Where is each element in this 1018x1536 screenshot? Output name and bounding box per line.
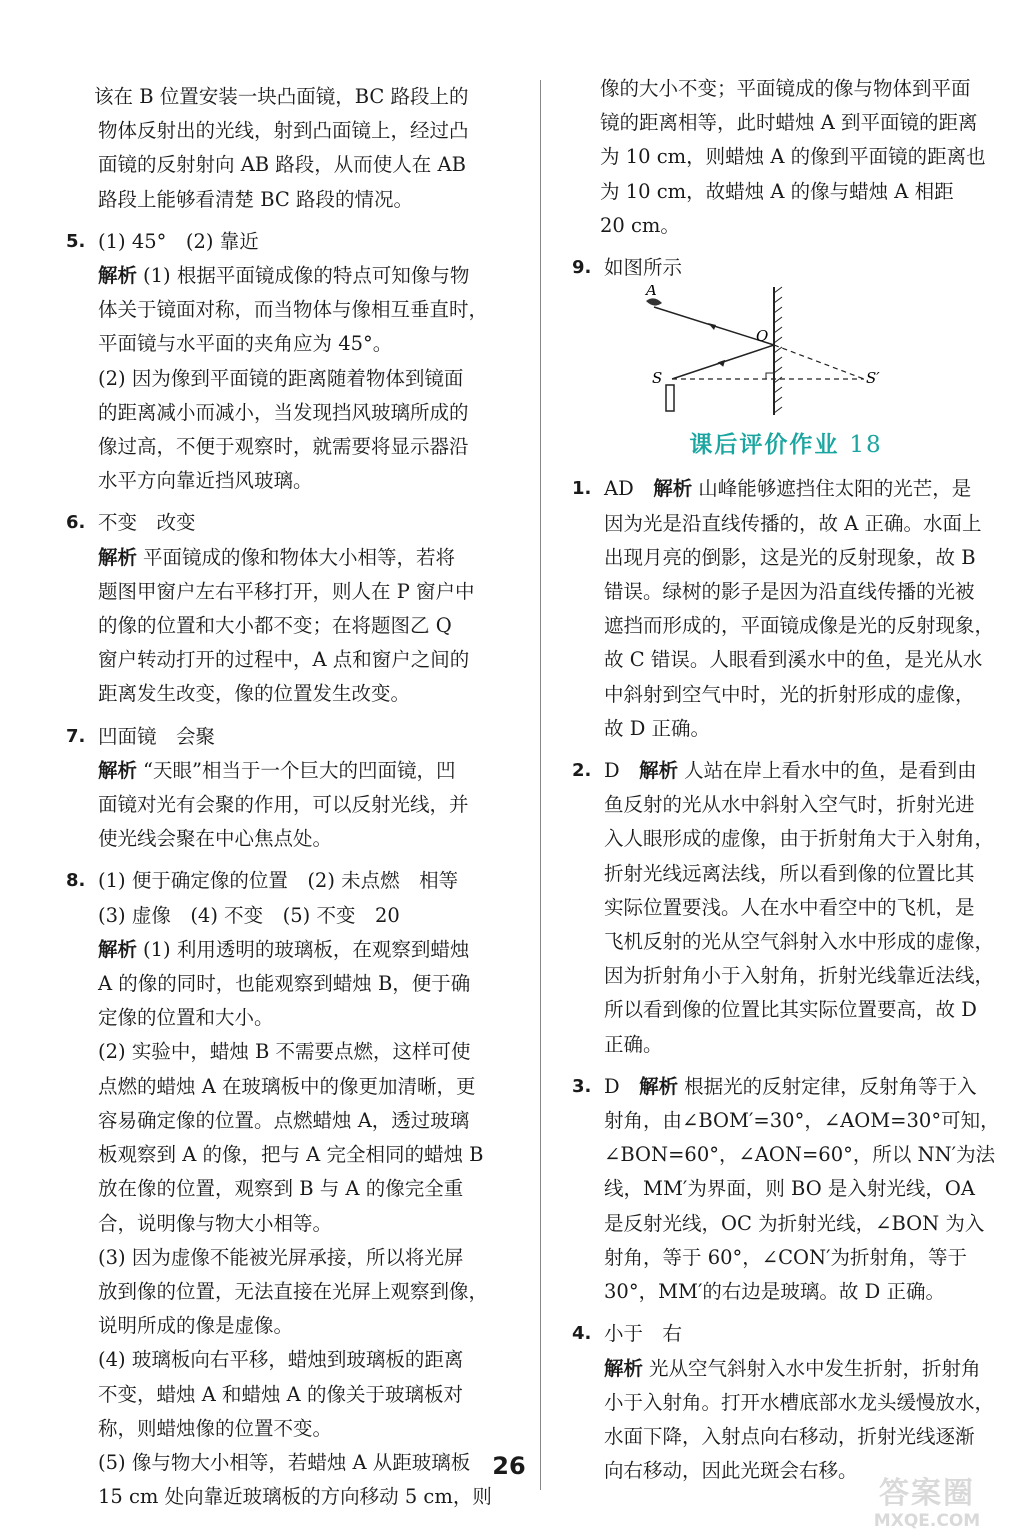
- question-number: 6.: [66, 512, 86, 534]
- analysis-label: 解析: [653, 477, 693, 501]
- text-line: 15 cm 处向靠近玻璃板的方向移动 5 cm，则: [98, 1485, 492, 1509]
- section-title-text: 课后评价作业: [689, 432, 840, 459]
- q8-continuation: [566, 72, 1006, 243]
- text-line: 该在 B 位置安装一块凸面镜，BC 路段上的: [94, 85, 469, 108]
- right-angle-mark: [766, 373, 774, 379]
- analysis-label: 解析: [98, 264, 138, 288]
- analysis-label: 解析: [98, 545, 138, 569]
- answer: D: [604, 759, 620, 783]
- answer: (1) 便于确定像的位置 (2) 未点燃 相等: [98, 869, 459, 893]
- text-line: 射角，等于 60°，∠CON′为折射角，等于: [604, 1245, 967, 1269]
- answer: 不变 改变: [98, 511, 196, 535]
- text-line: 所以看到像的位置比其实际位置要高，故 D: [604, 998, 977, 1022]
- text-line: 根据光的反射定律，反射角等于入: [684, 1074, 977, 1098]
- text-line: (1) 利用透明的玻璃板，在观察到蜡烛: [143, 937, 470, 961]
- text-line: 的距离减小而减小，当发现挡风玻璃所成的: [98, 400, 469, 424]
- text-line: 容易确定像的位置。点燃蜡烛 A，透过玻璃: [98, 1108, 470, 1132]
- review-question-3: [566, 1070, 1006, 1309]
- question-number: 9.: [572, 257, 592, 279]
- text-line: (2) 因为像到平面镜的距离随着物体到镜面: [98, 366, 464, 390]
- text-line: 为 10 cm，故蜡烛 A 的像与蜡烛 A 相距: [600, 179, 954, 203]
- column-divider: [540, 80, 541, 1490]
- text-line: 实际位置要浅。人在水中看空中的飞机，是: [604, 895, 975, 919]
- text-line: 距离发生改变，像的位置发生改变。: [98, 682, 411, 706]
- watermark-url: MXQE.COM: [873, 1511, 981, 1531]
- question-number: 8.: [66, 870, 86, 892]
- text-line: 故 C 错误。人眼看到溪水中的鱼，是光从水: [604, 648, 983, 672]
- text-line: 水平方向靠近挡风玻璃。: [98, 469, 313, 493]
- text-line: 入人眼形成的虚像，由于折射角大于入射角，: [604, 827, 995, 851]
- text-line: 像的大小不变；平面镜成的像与物体到平面: [600, 77, 971, 100]
- text-line: 路段上能够看清楚 BC 路段的情况。: [98, 187, 414, 211]
- question-5: [60, 225, 510, 499]
- text-line: 放到像的位置，无法直接在光屏上观察到像，: [98, 1279, 489, 1303]
- answer: 如图所示: [604, 256, 683, 280]
- text-line: 错误。绿树的影子是因为沿直线传播的光被: [604, 580, 975, 604]
- text-line: A 的像的同时，也能观察到蜡烛 B，便于确: [98, 972, 471, 996]
- text-line: 飞机反射的光从空气斜射入水中形成的虚像，: [604, 930, 995, 954]
- text-line: 平面镜成的像和物体大小相等，若将: [143, 545, 456, 569]
- text-line: 出现月亮的倒影，这是光的反射现象，故 B: [604, 545, 976, 569]
- watermark-logo: [846, 1478, 1008, 1532]
- text-line: (3) 因为虚像不能被光屏承接，所以将光屏: [98, 1245, 464, 1269]
- text-line: 说明所成的像是虚像。: [98, 1314, 294, 1338]
- text-line: 遮挡而形成的，平面镜成像是光的反射现象，: [604, 614, 995, 638]
- text-line: 山峰能够遮挡住太阳的光芒，是: [698, 477, 972, 501]
- text-line: 线，MM′为界面，则 BO 是入射光线，OA: [604, 1177, 976, 1201]
- question-6: [60, 506, 510, 711]
- mirror-hatching: [774, 287, 782, 413]
- text-line: 故 D 正确。: [604, 716, 711, 740]
- watermark-text: 答案圈: [879, 1476, 975, 1511]
- analysis-label: 解析: [639, 759, 679, 783]
- section-title: [566, 428, 1006, 462]
- question-9: [566, 251, 1006, 420]
- question-number: 3.: [572, 1075, 592, 1097]
- text-line: 正确。: [604, 1032, 663, 1056]
- text-line: 使光线会聚在中心焦点处。: [98, 827, 333, 851]
- analysis-label: 解析: [98, 937, 138, 961]
- question-number: 5.: [66, 230, 86, 252]
- question-number: 7.: [66, 725, 86, 747]
- text-line: 面镜对光有会聚的作用，可以反射光线，并: [98, 793, 469, 817]
- question-number: 2.: [572, 760, 592, 782]
- answer: (1) 45° (2) 靠近: [98, 229, 259, 253]
- virtual-ray: [774, 345, 864, 379]
- text-line: (1) 根据平面镜成像的特点可知像与物: [143, 264, 470, 288]
- question-7: [60, 720, 510, 857]
- left-column: [60, 80, 510, 1514]
- text-line: 20 cm。: [600, 213, 680, 237]
- question-number: 4.: [572, 1323, 592, 1345]
- text-line: 像过高，不便于观察时，就需要将显示器沿: [98, 435, 469, 459]
- text-line: 板观察到 A 的像，把与 A 完全相同的蜡烛 B: [98, 1143, 484, 1167]
- answer: D: [604, 1074, 620, 1098]
- answer: 凹面镜 会聚: [98, 724, 216, 748]
- text-line: 点燃的蜡烛 A 在玻璃板中的像更加清晰，更: [98, 1074, 476, 1098]
- answer: (3) 虚像 (4) 不变 (5) 不变 20: [98, 903, 400, 927]
- q4-continuation: [60, 80, 510, 217]
- text-line: 定像的位置和大小。: [98, 1006, 274, 1030]
- text-line: 射角，由∠BOM′=30°，∠AOM=30°可知，: [604, 1109, 1000, 1133]
- review-question-2: [566, 754, 1006, 1062]
- text-line: 窗户转动打开的过程中，A 点和窗户之间的: [98, 648, 470, 672]
- text-line: 称，则蜡烛像的位置不变。: [98, 1416, 333, 1440]
- eye-icon: [646, 299, 662, 306]
- arrow-reflected: [708, 323, 716, 330]
- text-line: 水面下降，入射点向右移动，折射光线逐渐: [604, 1424, 975, 1448]
- text-line: 的像的位置和大小都不变；在将题图乙 Q: [98, 614, 452, 638]
- text-line: 鱼反射的光从水中斜射入空气时，折射光进: [604, 793, 975, 817]
- text-line: “天眼”相当于一个巨大的凹面镜，凹: [143, 758, 456, 782]
- label-S: S: [652, 369, 663, 388]
- diagram-svg: [626, 285, 886, 420]
- text-line: 平面镜与水平面的夹角应为 45°。: [98, 332, 393, 356]
- review-question-1: [566, 472, 1006, 746]
- text-line: 30°，MM′的右边是玻璃。故 D 正确。: [604, 1280, 945, 1304]
- text-line: 小于入射角。打开水槽底部水龙头缓慢放水，: [604, 1390, 995, 1414]
- text-line: 人站在岸上看水中的鱼，是看到由: [684, 759, 977, 783]
- text-line: 镜的距离相等，此时蜡烛 A 到平面镜的距离: [600, 111, 978, 135]
- page-number: 26: [492, 1452, 526, 1480]
- text-line: 不变，蜡烛 A 和蜡烛 A 的像关于玻璃板对: [98, 1382, 463, 1406]
- text-line: 为 10 cm，则蜡烛 A 的像到平面镜的距离也: [600, 145, 986, 169]
- text-line: 光从空气斜射入水中发生折射，折射角: [649, 1356, 981, 1380]
- text-line: 中斜射到空气中时，光的折射形成的虚像，: [604, 682, 975, 706]
- text-line: ∠BON=60°，∠AON=60°，所以 NN′为法: [604, 1143, 996, 1167]
- text-line: (2) 实验中，蜡烛 B 不需要点燃，这样可使: [98, 1040, 471, 1064]
- label-A: A: [646, 285, 657, 300]
- mirror-reflection-diagram: [626, 285, 1006, 420]
- text-line: 放在像的位置，观察到 B 与 A 的像完全重: [98, 1177, 464, 1201]
- right-column: [566, 72, 1006, 1488]
- answer: AD: [604, 477, 634, 501]
- text-line: 体关于镜面对称，而当物体与像相互垂直时，: [98, 298, 489, 322]
- analysis-label: 解析: [639, 1074, 679, 1098]
- text-line: 物体反射出的光线，射到凸面镜上，经过凸: [98, 119, 469, 143]
- candle-icon: [666, 385, 674, 411]
- question-8: [60, 864, 510, 1514]
- text-line: 题图甲窗户左右平移打开，则人在 P 窗户中: [98, 579, 475, 603]
- analysis-label: 解析: [604, 1356, 644, 1380]
- text-line: 因为光是沿直线传播的，故 A 正确。水面上: [604, 511, 982, 535]
- text-line: 折射光线远离法线，所以看到像的位置比其: [604, 861, 975, 885]
- text-line: (5) 像与物大小相等，若蜡烛 A 从距玻璃板: [98, 1450, 471, 1474]
- text-line: (4) 玻璃板向右平移，蜡烛到玻璃板的距离: [98, 1348, 464, 1372]
- text-line: 向右移动，因此光斑会右移。: [604, 1459, 858, 1483]
- section-number: 18: [849, 432, 883, 459]
- question-number: 1.: [572, 478, 592, 500]
- text-line: 面镜的反射射向 AB 路段，从而使人在 AB: [98, 153, 466, 177]
- text-line: 因为折射角小于入射角，折射光线靠近法线，: [604, 964, 995, 988]
- text-line: 合，说明像与物大小相等。: [98, 1211, 333, 1235]
- analysis-label: 解析: [98, 758, 138, 782]
- label-O: O: [756, 327, 769, 346]
- text-line: 是反射光线，OC 为折射光线，∠BON 为入: [604, 1211, 985, 1235]
- answer: 小于 右: [604, 1322, 683, 1346]
- label-S-prime: S′: [866, 369, 880, 388]
